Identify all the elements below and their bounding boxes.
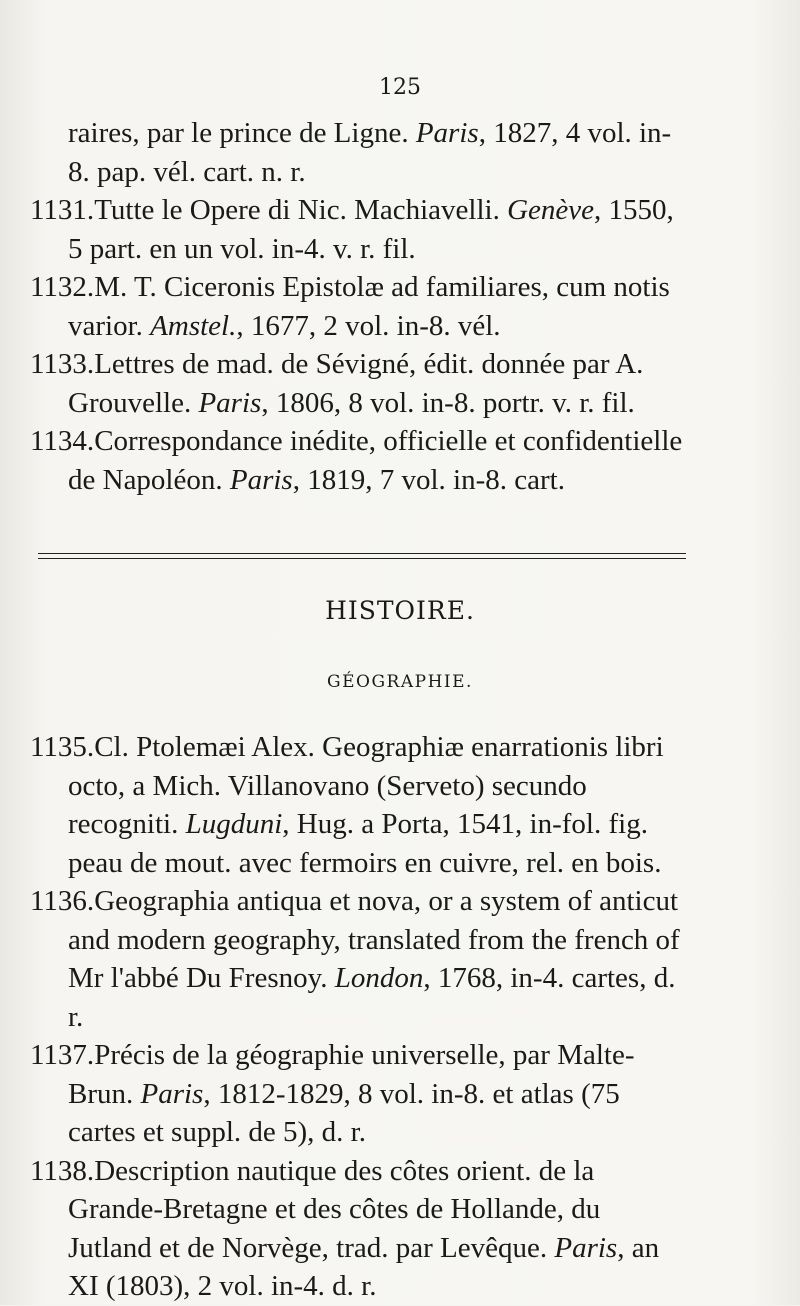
section-title: HISTOIRE. [325, 596, 475, 625]
entry-text: Tutte le Opere di Nic. Machiavelli. [94, 194, 508, 226]
entry-place: Paris [140, 1077, 204, 1110]
entry-place: London [334, 962, 424, 994]
entry-number: 1134. [30, 425, 95, 457]
section-rule [38, 553, 686, 554]
entry-number: 1138. [30, 1154, 95, 1187]
entry-place: Paris [415, 117, 479, 149]
entry-number: 1131. [30, 194, 95, 226]
entry-place: Amstel. [150, 309, 237, 342]
entry-place: Paris [198, 386, 262, 419]
entry-place: Paris [554, 1231, 618, 1264]
entry-place: Genève [507, 194, 595, 226]
entry-text: , 1806, 8 vol. in-8. portr. v. r. fil. [261, 386, 635, 419]
entry-text: , Hug. a Porta, 1541, in-fol. fig. peau de mout. avec fermoirs en cuivre, rel. en bois. [68, 808, 662, 879]
entry-text: , 1550, 5 part. en un vol. in-4. v. r. fil. [68, 194, 674, 265]
bottom-entries [30, 728, 690, 1306]
entry-text: Cl. Ptolemæi Alex. Geographiæ enarrationis libri octo, a Mich. Villanovano (Serveto) secundo recogniti. [68, 731, 664, 840]
catalog-entry [30, 191, 690, 268]
entry-text: Description nautique des côtes orient. de la Grande-Bretagne et des côtes de Hollande, du Jutland et de Norvège, trad. par Levêque. [68, 1154, 601, 1264]
entry-text: , an XI (1803), 2 vol. in-4. d. r. [68, 1231, 660, 1302]
catalog-entry [30, 268, 690, 345]
catalog-entry [30, 882, 690, 1036]
catalog-entry [30, 1152, 690, 1306]
entry-text: Précis de la géographie universelle, par Malte-Brun. [68, 1039, 635, 1110]
entry-number: 1135. [30, 731, 95, 763]
catalog-entry [30, 114, 690, 191]
section-rule [38, 558, 686, 559]
entry-number: 1137. [30, 1039, 95, 1071]
catalog-entry [30, 728, 690, 882]
entry-text: raires, par le prince de Ligne. [68, 117, 416, 149]
entry-number: 1136. [30, 885, 95, 917]
entry-text: Lettres de mad. de Sévigné, édit. donnée par A. Grouvelle. [68, 348, 644, 419]
entry-place: Paris [229, 463, 293, 496]
entry-number: 1132. [30, 271, 95, 303]
entry-text: , 1812-1829, 8 vol. in-8. et atlas (75 cartes et suppl. de 5), d. r. [68, 1077, 620, 1148]
entry-text: , 1677, 2 vol. in-8. vél. [236, 309, 501, 342]
catalog-entry [30, 422, 690, 499]
page-number: 125 [379, 75, 421, 100]
catalog-entry [30, 1036, 690, 1152]
entry-text: , 1768, in-4. cartes, d. r. [68, 962, 676, 1033]
entry-text: , 1819, 7 vol. in-8. cart. [292, 463, 565, 496]
catalog-entry [30, 345, 690, 422]
subsection-title: GÉOGRAPHIE. [327, 672, 473, 692]
entry-place: Lugduni [185, 808, 283, 840]
entry-text: M. T. Ciceronis Epistolæ ad familiares, cum notis varior. [68, 271, 670, 342]
entry-text: Geographia antiqua et nova, or a system of anticut and modern geography, translated from the french of Mr l'abbé Du Fresnoy. [68, 885, 680, 994]
entry-text: Correspondance inédite, officielle et confidentielle de Napoléon. [68, 425, 683, 496]
entry-number: 1133. [30, 348, 95, 380]
top-entries [30, 114, 690, 499]
entry-text: , 1827, 4 vol. in-8. pap. vél. cart. n. r. [68, 117, 672, 188]
